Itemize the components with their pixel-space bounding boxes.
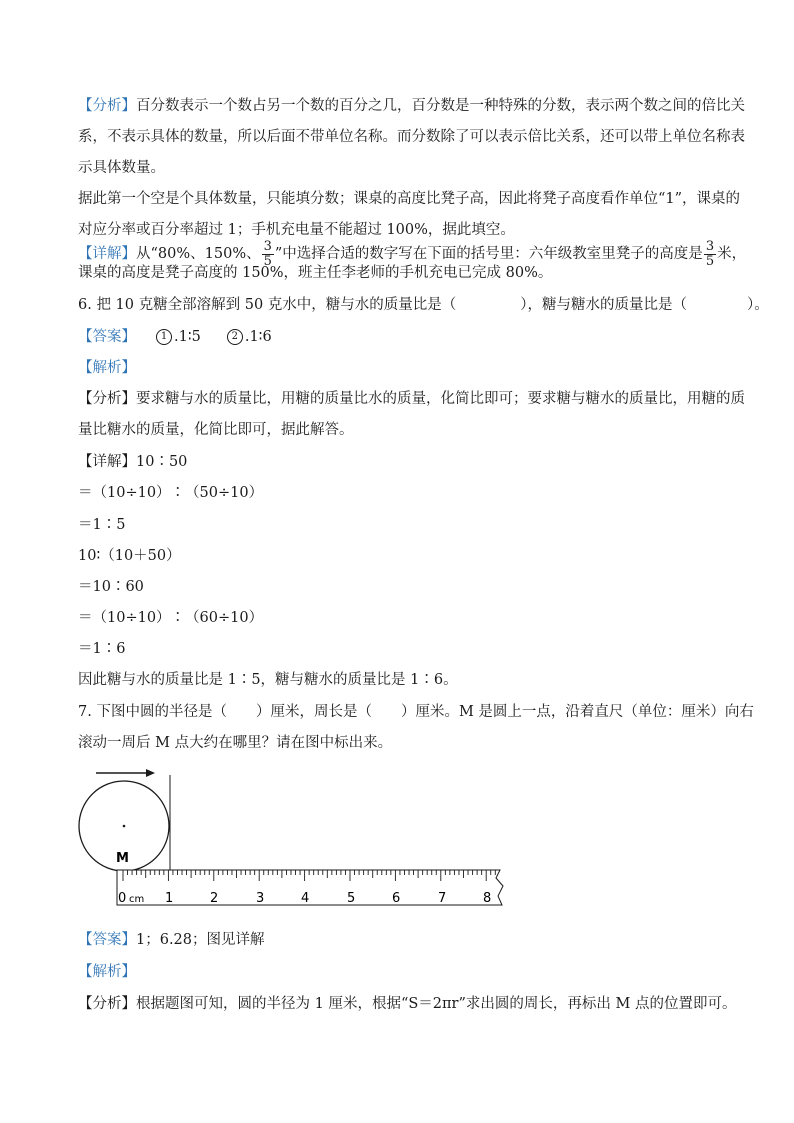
q6-answer: 【答案】 1 .1∶5 2 .1∶6	[78, 329, 272, 345]
detail-tag: 【详解】	[78, 246, 136, 262]
q7-question-line-2: 滚动一周后 M 点大约在哪里？请在图中标出来。	[78, 735, 393, 751]
detail-tag: 【详解】	[78, 454, 136, 470]
q7-answer: 【答案】1；6.28；图见详解	[78, 932, 265, 948]
q7-question-line-1: 7. 下图中圆的半径是（ ）厘米，周长是（ ）厘米。M 是圆上一点，沿着直尺（单位：厘米）向右	[78, 704, 754, 720]
point-m-label: M	[116, 851, 129, 866]
q6-step: 10∶（10＋50）	[78, 548, 181, 564]
ruler-number: 3	[256, 891, 265, 906]
analysis-tag: 【分析】	[78, 996, 136, 1012]
q6-analysis-line-2: 量比糖水的质量，化简比即可，据此解答。	[78, 422, 354, 438]
ruler-number: 1	[165, 891, 174, 906]
q5-detail-line-2: 课桌的高度是凳子高度的 150%，班主任李老师的手机充电已完成 80%。	[78, 265, 553, 281]
ruler-number: 7	[438, 891, 447, 906]
fraction-three-fifths: $\frac{3}{5}$	[705, 238, 715, 269]
q6-conclusion: 因此糖与水的质量比是 1∶5，糖与糖水的质量比是 1∶6。	[78, 672, 458, 688]
q6-analysis-line-1: 【分析】要求糖与水的质量比，用糖的质量比水的质量，化简比即可；要求糖与糖水的质量比，用糖的质	[78, 391, 745, 407]
answer-tag: 【答案】	[78, 932, 136, 948]
ruler-number: 4	[301, 891, 310, 906]
ruler-number: 8	[483, 891, 492, 906]
q6-question: 6. 把 10 克糖全部溶解到 50 克水中，糖与水的质量比是（ ），糖与糖水的质量比是（ ）。	[78, 297, 769, 313]
ruler-number: 5	[347, 891, 356, 906]
fraction-three-fifths: $\frac{3}{5}$	[263, 238, 272, 269]
q5-analysis-line-3: 示具体数量。	[78, 160, 165, 176]
ruler-number: 6	[392, 891, 401, 906]
circle-ruler-figure	[70, 760, 520, 910]
q6-jiexi-tag: 【解析】	[78, 360, 136, 376]
q6-step: ＝1∶6	[78, 641, 126, 657]
q5-analysis-line-1: 【分析】百分数表示一个数占另一个数的百分之几，百分数是一种特殊的分数，表示两个数之间的倍比关	[78, 98, 745, 114]
q7-jiexi-tag: 【解析】	[78, 964, 136, 980]
q6-detail-line: 【详解】10∶50	[78, 454, 188, 470]
q6-step: ＝（10÷10）∶（60÷10）	[78, 610, 264, 626]
q5-analysis-line-5: 对应分率或百分率超过 1；手机充电量不能超过 100%，据此填空。	[78, 222, 515, 238]
q6-step: ＝10∶60	[78, 579, 144, 595]
q5-analysis-line-2: 系，不表示具体的数量，所以后面不带单位名称。而分数除了可以表示倍比关系，还可以带上单位名称表	[78, 129, 745, 145]
ruler-number: 0	[118, 891, 127, 906]
q5-analysis-line-4: 据此第一个空是个具体数量，只能填分数；课桌的高度比凳子高，因此将凳子高度看作单位“1”，课桌的	[78, 191, 741, 207]
q7-analysis-line-1: 【分析】根据题图可知，圆的半径为 1 厘米，根据“S＝2πr”求出圆的周长，再标出 M 点的位置即可。	[78, 996, 737, 1012]
answer-tag: 【答案】	[78, 329, 136, 345]
arrow-head-icon	[146, 769, 155, 777]
ruler-number: 2	[210, 891, 219, 906]
circle-center	[123, 825, 126, 828]
analysis-tag: 【分析】	[78, 98, 136, 114]
ruler-unit-label: cm	[129, 894, 145, 905]
q6-step: ＝（10÷10）∶（50÷10）	[78, 485, 264, 501]
q5-detail-line-1: 【详解】从“80%、150%、 $\frac{3}{5}$ ”中选择合适的数字写在下面的括号里：六年级教室里凳子的高度是 $\frac{3}{5}$ 米，	[78, 238, 747, 269]
circled-number-1: 1	[156, 329, 172, 345]
circled-number-2: 2	[227, 329, 243, 345]
analysis-tag: 【分析】	[78, 391, 136, 407]
q6-step: ＝1∶5	[78, 517, 126, 533]
